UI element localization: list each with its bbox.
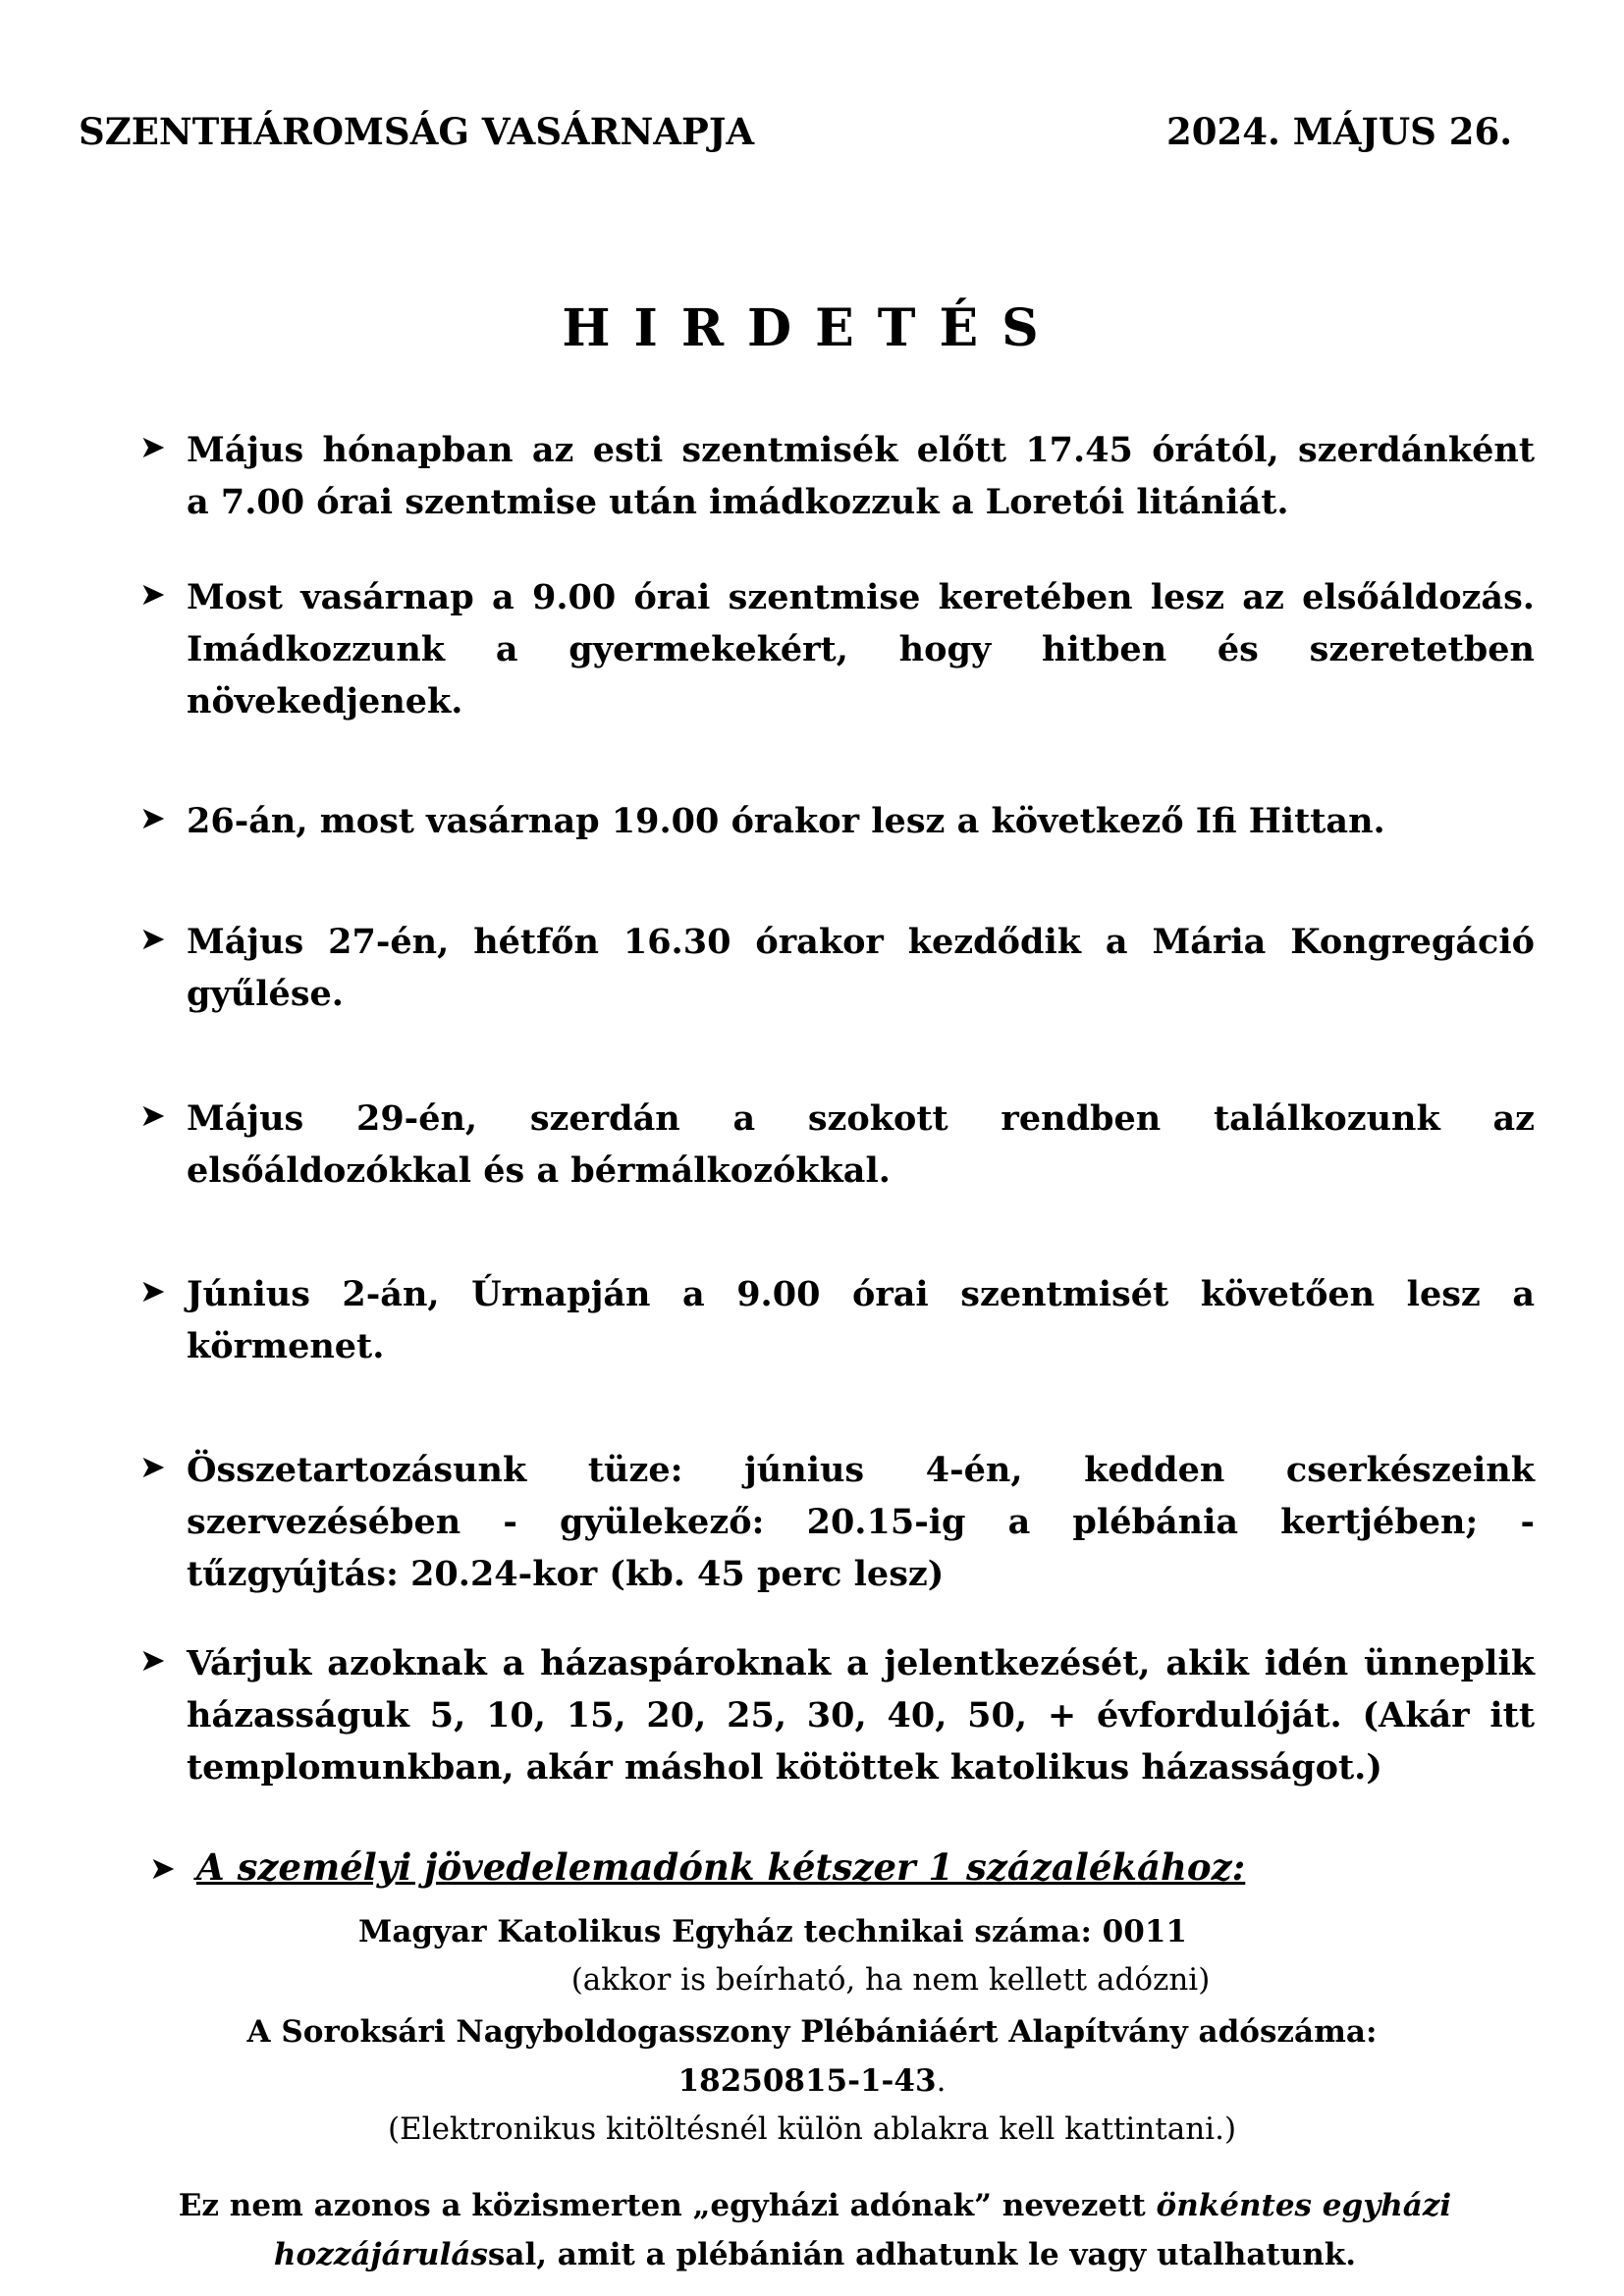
announcement-line: Most vasárnap a 9.00 órai szentmise keretében lesz az elsőáldozás.	[187, 577, 1535, 617]
church-tax-number: Magyar Katolikus Egyház technikai száma: 0011	[358, 1914, 1187, 1949]
arrow-bullet-icon: ➤	[149, 1849, 176, 1887]
footer-text-1: Ez nem azonos a közismerten „egyházi adónak” nevezett	[178, 2188, 1157, 2223]
church-tax-note: (akkor is beírható, ha nem kellett adózni)	[570, 1962, 1211, 1998]
foundation-number-suffix: .	[936, 2063, 947, 2099]
announcement-text	[187, 916, 1535, 1020]
tax-heading: A személyi jövedelemadónk kétszer 1 százalékához:	[196, 1845, 1246, 1889]
announcement-line: gyűlése.	[187, 974, 344, 1014]
footer-italic-2: hozzájárulás	[273, 2237, 488, 2272]
announcement-line: Összetartozásunk tüze: június 4-én, kedden cserkészeink	[187, 1450, 1535, 1490]
foundation-number-line	[0, 2063, 1624, 2099]
arrow-bullet-icon: ➤	[139, 1272, 166, 1309]
foundation-line: A Soroksári Nagyboldogasszony Plébániáért Alapítvány adószáma:	[246, 2014, 1378, 2050]
announcement-line: Május 27-én, hétfőn 16.30 órakor kezdődik a Mária Kongregáció	[187, 922, 1535, 962]
arrow-bullet-icon: ➤	[139, 1096, 166, 1134]
footer-note	[128, 2181, 1502, 2279]
announcement-line: körmenet.	[187, 1326, 385, 1366]
footer-text-2: sal, amit a plébánián adhatunk le vagy utalhatunk.	[487, 2237, 1357, 2272]
announcement-line: Május hónapban az esti szentmisék előtt 17.45 órától, szerdánként	[187, 430, 1535, 470]
announcement-line: Május 29-én, szerdán a szokott rendben találkozunk az	[187, 1098, 1535, 1139]
announcement-line: Imádkozzunk a gyermekekért, hogy hitben és szeretetben	[187, 629, 1535, 669]
announcement-text	[187, 1268, 1535, 1372]
arrow-bullet-icon: ➤	[139, 1448, 166, 1485]
announcement-line: Június 2-án, Úrnapján a 9.00 órai szentmisét követően lesz a	[187, 1274, 1535, 1314]
announcement-text	[187, 571, 1535, 727]
arrow-bullet-icon: ➤	[139, 428, 166, 465]
footer-italic-1: önkéntes egyházi	[1156, 2188, 1452, 2223]
announcement-line: a 7.00 órai szentmise után imádkozzuk a Loretói litániát.	[187, 482, 1289, 522]
announcement-line: növekedjenek.	[187, 681, 463, 721]
announcement-line: elsőáldozókkal és a bérmálkozókkal.	[187, 1150, 891, 1191]
arrow-bullet-icon: ➤	[139, 920, 166, 957]
header-left: SZENTHÁROMSÁG VASÁRNAPJA	[79, 110, 755, 153]
announcement-line: templomunkban, akár máshol kötöttek katolikus házasságot.)	[187, 1747, 1382, 1788]
announcement-text	[187, 1093, 1535, 1197]
announcement-text	[187, 1637, 1535, 1793]
announcement-line: 26-án, most vasárnap 19.00 órakor lesz a következő Ifi Hittan.	[187, 801, 1385, 841]
arrow-bullet-icon: ➤	[139, 799, 166, 836]
announcement-text	[187, 424, 1535, 528]
announcement-text	[187, 1444, 1535, 1600]
announcement-line: tűzgyújtás: 20.24-kor (kb. 45 perc lesz)	[187, 1554, 945, 1594]
arrow-bullet-icon: ➤	[139, 1641, 166, 1679]
arrow-bullet-icon: ➤	[139, 575, 166, 613]
foundation-note: (Elektronikus kitöltésnél külön ablakra kell kattintani.)	[387, 2111, 1237, 2147]
announcement-line: szervezésében - gyülekező: 20.15-ig a plébánia kertjében; -	[187, 1502, 1535, 1542]
announcement-text	[187, 795, 1535, 847]
header-date: 2024. MÁJUS 26.	[1166, 110, 1513, 153]
announcement-line: Várjuk azoknak a házaspároknak a jelentkezését, akik idén ünneplik	[187, 1643, 1535, 1683]
page-title: HIRDETÉS	[562, 298, 1062, 358]
foundation-number: 18250815-1-43	[677, 2063, 937, 2099]
announcement-line: házasságuk 5, 10, 15, 20, 25, 30, 40, 50, + évfordulóját. (Akár itt	[187, 1695, 1535, 1735]
